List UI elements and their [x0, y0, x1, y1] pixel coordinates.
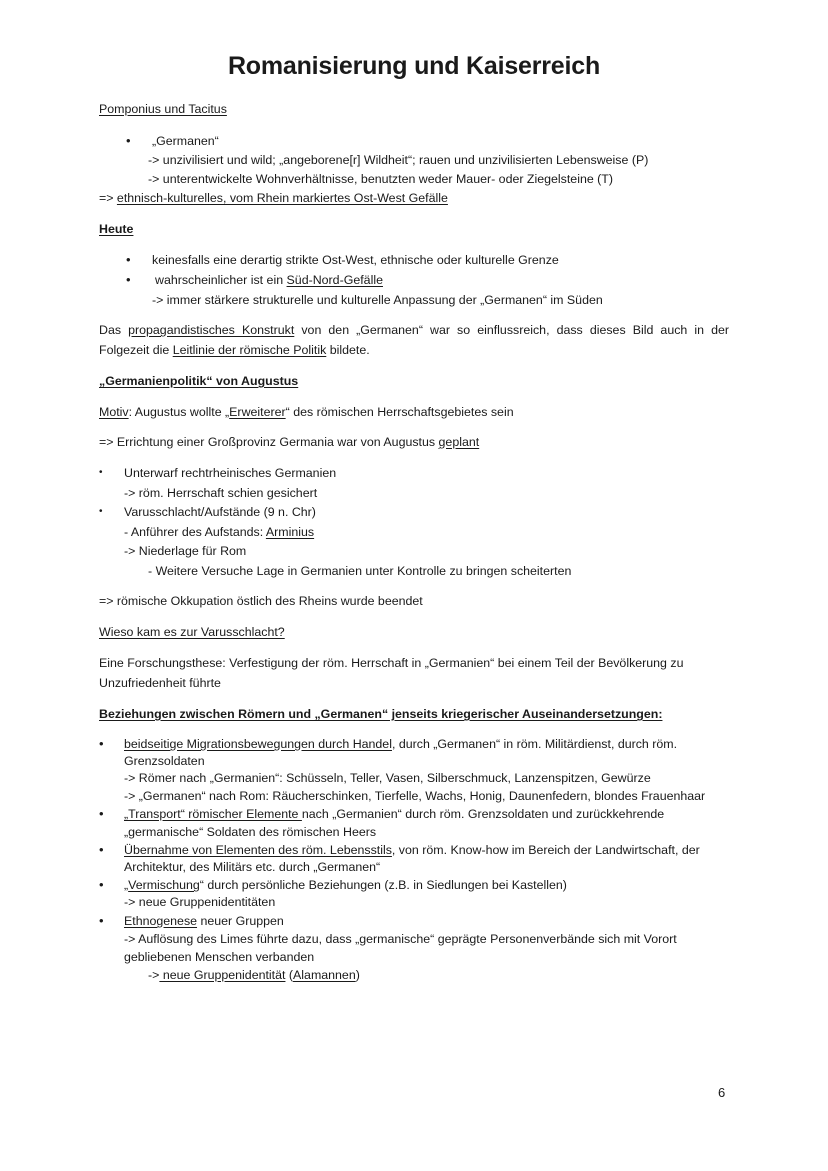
list-subitem: - Anführer des Aufstands: Arminius	[124, 525, 315, 539]
list-subitem: -> unterentwickelte Wohnverhältnisse, benutzten weder Mauer- oder Ziegelsteine (T)	[148, 172, 613, 186]
list-item-cont: Architektur, des Militärs etc. durch „Germanen“	[124, 860, 381, 874]
page-title: Romanisierung und Kaiserreich	[227, 52, 601, 80]
list-subitem: -> unzivilisiert und wild; „angeborene[r] Wildheit“; rauen und unzivilisierten Lebensweise (P)	[148, 153, 649, 167]
list-item: „Transport“ römischer Elemente nach „Germanien“ durch röm. Grenzsoldaten und zurückkehrende	[124, 807, 665, 821]
bullet-icon: •	[99, 877, 104, 892]
heading-germanienpolitik: „Germanienpolitik“ von Augustus	[99, 374, 299, 388]
list-subitem: -> neue Gruppenidentitäten	[124, 895, 276, 909]
list-item: keinesfalls eine derartig strikte Ost-West, ethnische oder kulturelle Grenze	[152, 253, 559, 267]
bullet-icon: •	[99, 842, 104, 857]
heading-pomponius-tacitus: Pomponius und Tacitus	[99, 102, 227, 116]
list-item: „Germanen“	[152, 134, 219, 148]
paragraph-line: Folgezeit die Leitlinie der römische Politik bildete.	[99, 343, 370, 357]
list-subitem: -> röm. Herrschaft schien gesichert	[124, 486, 318, 500]
list-item: wahrscheinlicher ist ein Süd-Nord-Gefälle	[155, 273, 383, 287]
paragraph-line: Unzufriedenheit führte	[99, 676, 221, 690]
bullet-icon: •	[99, 736, 104, 751]
list-subitem: -> neue Gruppenidentität (Alamannen)	[148, 968, 360, 982]
list-item-cont: Grenzsoldaten	[124, 754, 205, 768]
list-subitem: -> immer stärkere strukturelle und kulturelle Anpassung der „Germanen“ im Süden	[152, 293, 603, 307]
heading-beziehungen: Beziehungen zwischen Römern und „Germanen“ jenseits kriegerischer Auseinandersetzungen:	[99, 707, 663, 721]
list-subitem: -> Auflösung des Limes führte dazu, dass „germanische“ geprägte Personenverbände sich mit Vorort	[124, 932, 677, 946]
list-item: beidseitige Migrationsbewegungen durch Handel, durch „Germanen“ in röm. Militärdienst, durch röm.	[124, 737, 678, 751]
heading-varusschlacht: Wieso kam es zur Varusschlacht?	[99, 625, 285, 639]
list-subitem: gebliebenen Menschen verbanden	[124, 950, 315, 964]
list-subitem: -> Römer nach „Germanien“: Schüsseln, Teller, Vasen, Silberschmuck, Lanzenspitzen, Gewürze	[124, 771, 651, 785]
list-subitem: - Weitere Versuche Lage in Germanien unter Kontrolle zu bringen scheiterten	[148, 564, 572, 578]
motiv-line: Motiv: Augustus wollte „Erweiterer“ des römischen Herrschaftsgebietes sein	[99, 405, 514, 419]
list-item: Varusschlacht/Aufstände (9 n. Chr)	[124, 505, 316, 519]
list-item: „Vermischung“ durch persönliche Beziehungen (z.B. in Siedlungen bei Kastellen)	[124, 878, 567, 892]
list-item: Übernahme von Elementen des röm. Lebensstils, von röm. Know-how im Bereich der Landwirtschaft, der	[124, 843, 700, 857]
bullet-icon: •	[126, 252, 131, 267]
conclusion-line: => ethnisch-kulturelles, vom Rhein markiertes Ost-West Gefälle	[99, 191, 448, 205]
list-item: Unterwarf rechtrheinisches Germanien	[124, 466, 337, 480]
list-item-cont: „germanische“ Soldaten des römischen Heers	[124, 825, 377, 839]
page-number: 6	[718, 1085, 726, 1100]
plan-line: => Errichtung einer Großprovinz Germania war von Augustus geplant	[99, 435, 480, 449]
paragraph-line: Das propagandistisches Konstrukt von den „Germanen“ war so einflussreich, dass dieses Bild auch in der	[99, 323, 729, 337]
bullet-icon: •	[126, 272, 131, 287]
heading-heute: Heute	[99, 222, 134, 236]
bullet-icon: •	[126, 133, 131, 148]
paragraph-line: Eine Forschungsthese: Verfestigung der röm. Herrschaft in „Germanien“ bei einem Teil der Bevölkerung zu	[99, 656, 684, 670]
bullet-icon: •	[99, 913, 104, 928]
bullet-icon: •	[99, 467, 103, 478]
list-item: Ethnogenese neuer Gruppen	[124, 914, 284, 928]
bullet-icon: •	[99, 506, 103, 517]
list-subitem: -> „Germanen“ nach Rom: Räucherschinken, Tierfelle, Wachs, Honig, Daunenfedern, blondes Frauenhaar	[124, 789, 706, 803]
list-subitem: -> Niederlage für Rom	[124, 544, 247, 558]
bullet-icon: •	[99, 806, 104, 821]
conclusion-line: => römische Okkupation östlich des Rheins wurde beendet	[99, 594, 423, 608]
